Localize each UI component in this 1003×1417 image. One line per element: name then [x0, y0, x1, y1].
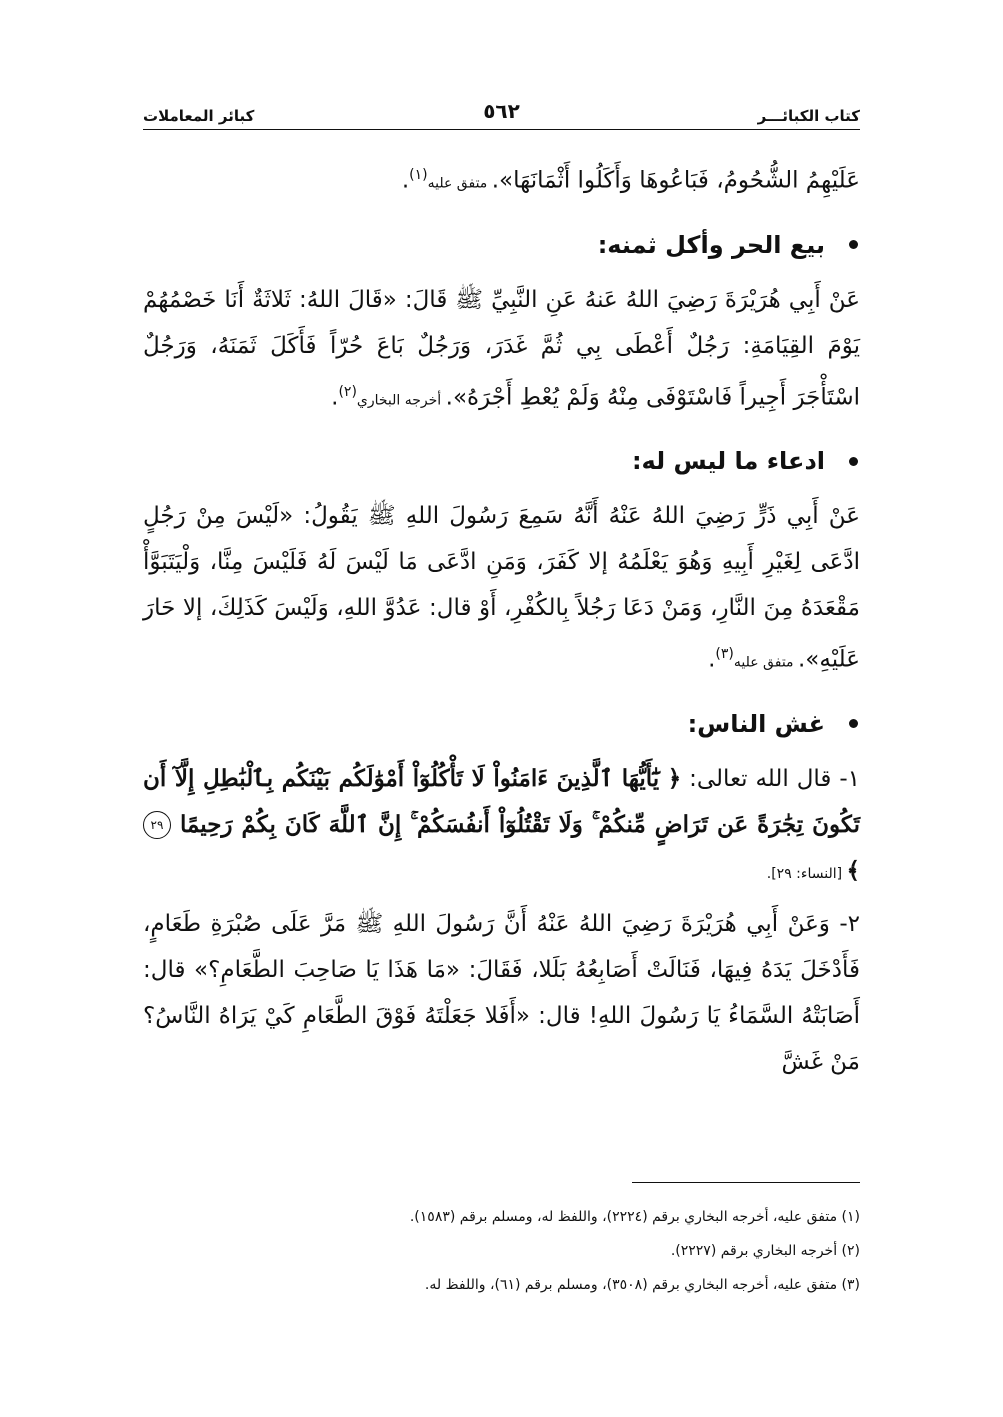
continuation-end: . [401, 167, 410, 194]
page-number: ٥٦٢ [483, 99, 520, 123]
section-heading-text: غش الناس: [687, 709, 825, 738]
hadith-end: . [331, 384, 339, 411]
continuation-text: عَلَيْهِمُ الشُّحُومُ، فَبَاعُوهَا وَأَكَلُوا أَثْمَانَهَا». [491, 167, 860, 194]
hadith-source: متفق عليه [733, 654, 798, 671]
section-heading-free-man [143, 219, 860, 271]
item-number: ٢- [829, 910, 860, 937]
bullet-icon [849, 719, 858, 728]
footnote-ref-3: (٣) [715, 646, 734, 663]
hadith-source: أخرجه البخاري [356, 392, 446, 409]
quran-lead: قال الله تعالى: [681, 765, 832, 792]
footnote-rule [632, 1182, 860, 1183]
section-heading-cheating [143, 698, 860, 750]
verse-reference: [النساء: ٢٩]. [766, 865, 847, 882]
hadith-paragraph-false-claim [143, 493, 860, 686]
hadith-text: وَعَنْ أَبِي هُرَيْرَةَ رَضِيَ اللهُ عَنْهُ أَنَّ رَسُولَ اللهِ ﷺ مَرَّ عَلَى صُبْرَةِ طَعَامٍ، فَأَدْخَلَ يَدَهُ فِيهَا، فَنَالَتْ أَصَابِعُهُ بَلَلا، فَقَالَ: «مَا هَذَا يَا صَاحِبَ الطَّعَامِ؟» قال: أَصَابَتْهُ السَّمَاءُ يَا رَسُولَ اللهِ! قال: «أَفَلا جَعَلْتَهُ فَوْقَ الطَّعَامِ كَيْ يَرَاهُ النَّاسُ؟ مَنْ غَشَّ [143, 910, 860, 1075]
section-heading-text: بيع الحر وأكل ثمنه: [597, 230, 825, 259]
hadith-text: عَنْ أَبِي هُرَيْرَةَ رَضِيَ اللهُ عَنهُ عَنِ النَّبِيِّ ﷺ قَالَ: «قَالَ اللهُ: ثَلاثَةٌ أَنَا خَصْمُهُمْ يَوْمَ القِيَامَةِ: رَجُلٌ أَعْطَى بِي ثُمَّ غَدَرَ، وَرَجُلٌ بَاعَ حُرّاً فَأَكَلَ ثَمَنَهُ، وَرَجُلٌ اسْتَأْجَرَ أَجِيراً فَاسْتَوْفَى مِنْهُ وَلَمْ يُعْطِ أَجْرَهُ». [143, 286, 860, 411]
section-heading-text: ادعاء ما ليس له: [631, 447, 825, 476]
quran-verse: ﴿ يَٰٓأَيُّهَا ٱلَّذِينَ ءَامَنُواْ لَا تَأْكُلُوٓاْ أَمْوَٰلَكُم بَيْنَكُم بِٱلْبَٰطِلِ إِلَّآ أَن تَكُونَ تِجَٰرَةً عَن تَرَاضٍ مِّنكُمْ ۚ وَلَا تَقْتُلُوٓاْ أَنفُسَكُمْ ۚ إِنَّ ٱللَّهَ كَانَ بِكُمْ رَحِيمًا [143, 764, 860, 838]
footnote-3: (٣) متفق عليه، أخرجه البخاري برقم (٣٥٠٨)، ومسلم برقم (٦١)، واللفظ له. [424, 1277, 860, 1293]
footnote-ref-1: (١) [409, 167, 428, 183]
hadith-paragraph-free-man [143, 277, 860, 424]
hadith-end: . [708, 646, 716, 673]
bullet-icon [849, 457, 858, 466]
ayah-number-icon: ٢٩ [143, 811, 171, 839]
quran-item [143, 756, 860, 897]
continuation-source: متفق عليه [427, 175, 492, 192]
hadith-text: عَنْ أَبِي ذَرٍّ رَضِيَ اللهُ عَنْهُ أَنَّهُ سَمِعَ رَسُولَ اللهِ ﷺ يَقُولُ: «لَيْسَ مِنْ رَجُلٍ ادَّعَى لِغَيْرِ أَبِيهِ وَهُوَ يَعْلَمُهُ إلا كَفَرَ، وَمَنِ ادَّعَى مَا لَيْسَ لَهُ فَلَيْسَ مِنَّا، وَلْيَتَبَوَّأْ مَقْعَدَهُ مِنَ النَّارِ، وَمَنْ دَعَا رَجُلاً بِالكُفْرِ، أَوْ قال: عَدُوَّ اللهِ، وَلَيْسَ كَذَلِكَ، إلا حَارَ عَلَيْهِ». [143, 503, 860, 673]
footnote-1: (١) متفق عليه، أخرجه البخاري برقم (٢٢٢٤)، واللفظ له، ومسلم برقم (١٥٨٣). [409, 1209, 860, 1225]
continuation-paragraph [143, 152, 860, 207]
item-number: ١- [831, 765, 860, 792]
section-heading-false-claim [143, 435, 860, 487]
page-body [143, 152, 860, 1085]
bullet-icon [849, 240, 858, 249]
footnotes [143, 1200, 860, 1302]
footnote-2: (٢) أخرجه البخاري برقم (٢٢٢٧). [670, 1243, 860, 1259]
footnote-ref-2: (٢) [338, 383, 357, 400]
header-rule [143, 129, 860, 130]
verse-close: ﴾ [846, 856, 860, 884]
chapter-title: كبائر المعاملات [143, 107, 255, 125]
book-title: كتاب الكبائـــر [757, 107, 860, 125]
hadith-item-2 [143, 901, 860, 1085]
running-header [143, 93, 860, 125]
